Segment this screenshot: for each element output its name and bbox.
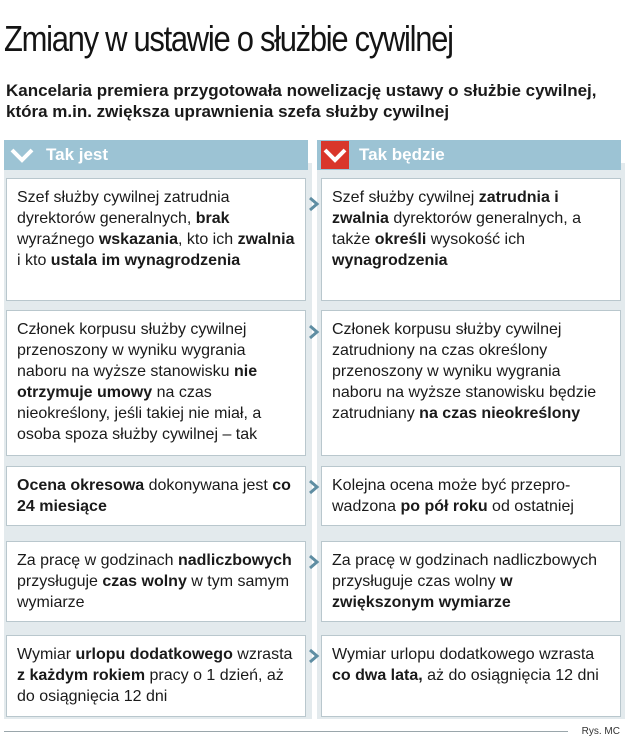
emphasis-text: brak [195, 210, 230, 227]
card-future-4 [321, 541, 621, 622]
emphasis-text: Ocena okresowa [17, 477, 145, 494]
card-current-3 [6, 466, 306, 526]
card-current-1 [6, 178, 306, 301]
check-icon [8, 141, 36, 169]
emphasis-text: zwalnia [237, 231, 295, 248]
emphasis-text: nadliczbowych [177, 552, 292, 569]
card-future-2 [321, 310, 621, 456]
body-text: wyraźnego [17, 231, 99, 248]
body-text: w tym samym wymiarze [17, 573, 290, 611]
body-text: Za pracę w godzinach [17, 552, 178, 569]
card-text [332, 477, 574, 515]
emphasis-text: na czas nieokreślony [419, 405, 581, 422]
card-text [17, 189, 294, 269]
body-text: Wymiar [17, 646, 76, 663]
card-current-4 [6, 541, 306, 622]
body-text: Szef służby cywilnej zatrudnia dyrektorów generalnych, [17, 189, 230, 227]
chevron-right-icon [307, 196, 321, 212]
card-text [332, 321, 596, 422]
card-future-1 [321, 178, 621, 301]
card-text [332, 552, 597, 611]
footer-divider [4, 731, 568, 732]
card-future-3 [321, 466, 621, 526]
body-text: Za pracę w godzinach nadliczbowych przysługuje czas wolny [332, 552, 598, 590]
body-text: Członek korpusu służby cywilnej zatrudniony na czas określony przenoszony w wyniku wygrania naboru na wyższe stanowisku będzie zatrudniany [332, 321, 597, 422]
card-text [17, 646, 292, 705]
card-current-5 [6, 635, 306, 717]
header-future-label: Tak będzie [359, 145, 445, 164]
card-text [17, 552, 292, 611]
check-icon-red [321, 141, 349, 169]
body-text: na czas nieokreślony, jeśli takiej nie miał, a osoba spoza służby cywilnej – tak [17, 384, 262, 443]
body-text: Wymiar urlopu dodatkowego wzrasta [332, 646, 595, 663]
body-text: aż do osiągnięcia 12 dni [422, 667, 599, 684]
lead-text: Kancelaria premiera przygotowała nowelizację ustawy o służbie cywilnej, która m.in. zwiększa uprawnienia szefa służby cywilnej [6, 81, 597, 121]
emphasis-text: zatrudnia i zwalnia [332, 189, 559, 227]
chevron-right-icon [307, 648, 321, 664]
emphasis-text: co dwa lata, [332, 667, 423, 684]
header-future [317, 140, 621, 170]
body-text: pracy o 1 dzień, aż do osiągnięcia 12 dni [17, 667, 284, 705]
emphasis-text: określi [374, 231, 427, 248]
chevron-right-icon [307, 554, 321, 570]
body-text: Kolejna ocena może być przepro-wadzona [332, 477, 571, 515]
card-text [17, 477, 291, 515]
body-text: i kto [17, 252, 51, 269]
emphasis-text: czas wolny [102, 573, 187, 590]
page-title: Zmiany w ustawie o służbie cywilnej [4, 18, 453, 59]
body-text: od ostatniej [487, 498, 574, 515]
emphasis-text: po pół roku [400, 498, 488, 515]
body-text: wysokość ich [426, 231, 525, 248]
emphasis-text: ustala im wynagrodzenia [50, 252, 241, 269]
chevron-right-icon [307, 479, 321, 495]
emphasis-text: wynagrodzenia [332, 252, 448, 269]
emphasis-text: nie otrzymuje umowy [17, 363, 258, 401]
chevron-right-icon [307, 324, 321, 340]
emphasis-text: z każdym rokiem [17, 667, 146, 684]
body-text: dokonywana jest [144, 477, 273, 494]
card-current-2 [6, 310, 306, 456]
body-text: wzrasta [232, 646, 293, 663]
body-text: dyrektorów generalnych, a także [332, 210, 582, 248]
card-text [332, 189, 581, 269]
card-text [332, 646, 599, 684]
body-text: Szef służby cywilnej [332, 189, 479, 206]
emphasis-text: co 24 miesiące [17, 477, 291, 515]
emphasis-text: wskazania [98, 231, 178, 248]
body-text: , kto ich [177, 231, 238, 248]
card-text [17, 321, 261, 443]
body-text: Członek korpusu służby cywilnej przenoszony w wyniku wygrania naboru na wyższe stanowisku [17, 321, 247, 380]
emphasis-text: urlopu dodatkowego [75, 646, 233, 663]
header-current-label: Tak jest [46, 145, 109, 164]
credit: Rys. MC [581, 726, 620, 737]
header-current [4, 140, 308, 170]
card-future-5 [321, 635, 621, 717]
body-text: przysługuje [17, 573, 103, 590]
emphasis-text: w zwiększonym wymiarze [332, 573, 513, 611]
